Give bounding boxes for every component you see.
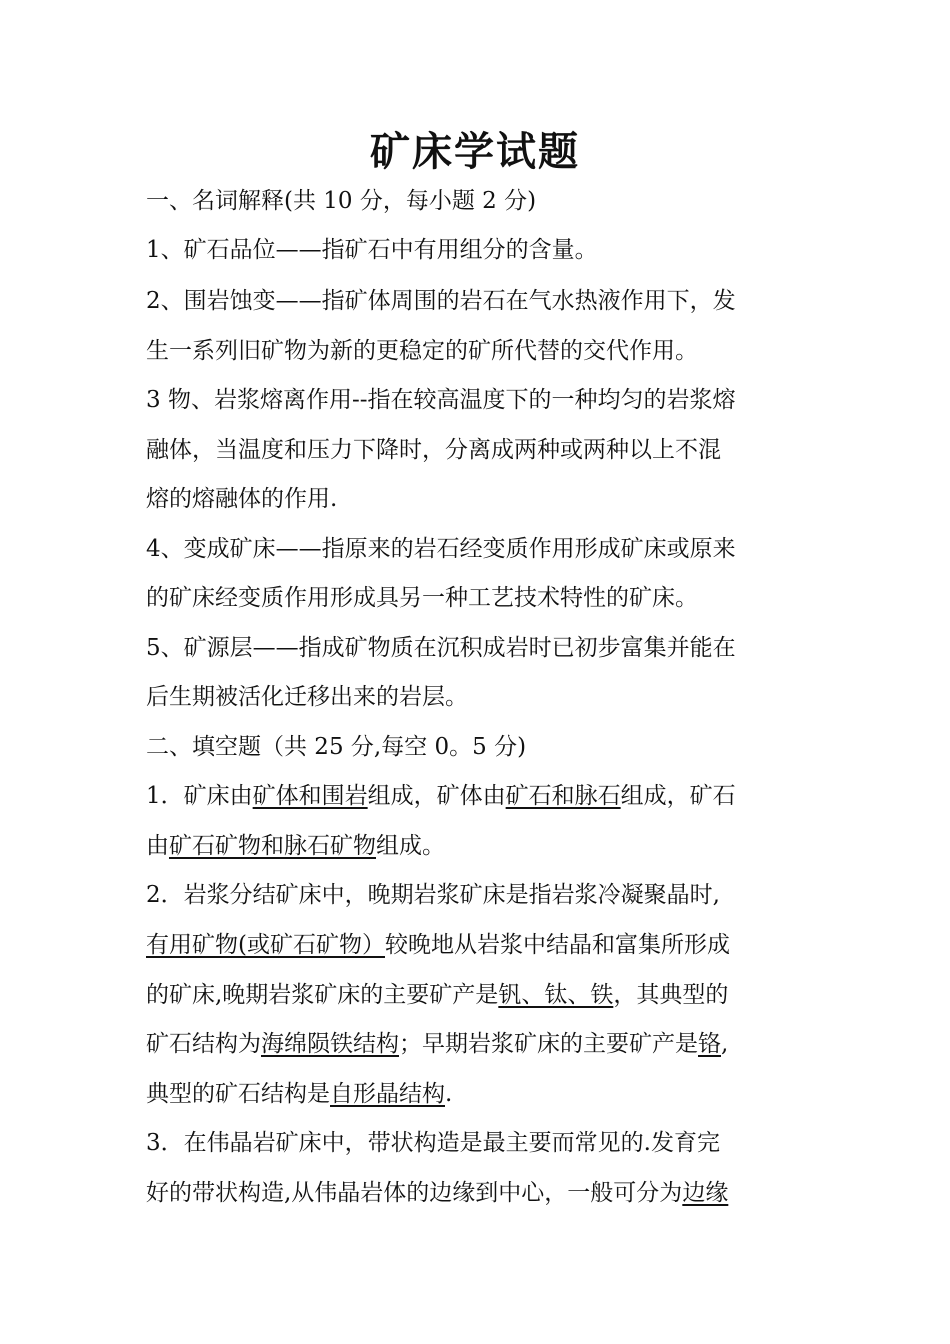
item5-line1: 5、矿源层——指成矿物质在沉积成岩时已初步富集并能在 bbox=[146, 635, 736, 661]
item2-line1: 2、围岩蚀变——指矿体周围的岩石在气水热液作用下，发 bbox=[146, 288, 736, 314]
q1-answer-1: 矿体和围岩 bbox=[252, 783, 368, 809]
q1-line1 bbox=[146, 778, 816, 814]
q2-line3 bbox=[146, 977, 816, 1013]
q1-text-c: 组成，矿石 bbox=[620, 783, 736, 809]
q2-text-e: ；早期岩浆矿床的主要矿产是 bbox=[399, 1031, 698, 1057]
q2-text-b: 的矿床,晚期岩浆矿床的主要矿产是 bbox=[146, 982, 499, 1008]
q1-text-e: 组成。 bbox=[376, 833, 445, 859]
item5-line2: 后生期被活化迁移出来的岩层。 bbox=[146, 684, 468, 710]
section2-heading: 二、填空题（共 25 分,每空 0。5 分) bbox=[146, 734, 527, 760]
q1-line2 bbox=[146, 828, 816, 864]
item3-line2: 融体，当温度和压力下降时，分离成两种或两种以上不混 bbox=[146, 437, 721, 463]
item4-line1: 4、变成矿床——指原来的岩石经变质作用形成矿床或原来 bbox=[146, 536, 736, 562]
q3-answer-1: 边缘 bbox=[682, 1180, 729, 1206]
item4-line2: 的矿床经变质作用形成具另一种工艺技术特性的矿床。 bbox=[146, 585, 698, 611]
q1-answer-2: 矿石和脉石 bbox=[505, 783, 621, 809]
q2-answer-1: 有用矿物(或矿石矿物） bbox=[146, 932, 385, 958]
page-title: 矿床学试题 bbox=[370, 128, 580, 175]
q2-text-c: ，其典型的 bbox=[613, 982, 729, 1008]
q3-line1: 3．在伟晶岩矿床中，带状构造是最主要而常见的.发育完 bbox=[146, 1130, 720, 1156]
q2-line4 bbox=[146, 1026, 816, 1062]
item3-line3: 熔的熔融体的作用. bbox=[146, 486, 338, 512]
q2-text-d: 矿石结构为 bbox=[146, 1031, 261, 1057]
q2-text-h: . bbox=[445, 1081, 453, 1107]
q1-text-b: 组成，矿体由 bbox=[367, 783, 506, 809]
q2-answer-3: 海绵陨铁结构 bbox=[261, 1031, 399, 1057]
q2-line1: 2．岩浆分结矿床中，晚期岩浆矿床是指岩浆冷凝聚晶时, bbox=[146, 882, 720, 908]
q1-text-a: 1．矿床由 bbox=[146, 783, 253, 809]
q2-text-f: , bbox=[721, 1031, 729, 1057]
q2-text-g: 典型的矿石结构是 bbox=[146, 1081, 330, 1107]
q1-text-d: 由 bbox=[146, 833, 169, 859]
q2-line5 bbox=[146, 1076, 816, 1112]
q3-text-a: 好的带状构造,从伟晶岩体的边缘到中心，一般可分为 bbox=[146, 1180, 683, 1206]
q2-answer-2: 钒、钛、铁 bbox=[498, 982, 614, 1008]
q2-answer-4: 铬 bbox=[698, 1031, 721, 1057]
item1-line1: 1、矿石品位——指矿石中有用组分的含量。 bbox=[146, 237, 598, 263]
q1-answer-3: 矿石矿物和脉石矿物 bbox=[169, 833, 376, 859]
q3-line2 bbox=[146, 1175, 816, 1211]
section1-heading: 一、名词解释(共 10 分，每小题 2 分) bbox=[146, 188, 537, 214]
q2-text-a: 较晚地从岩浆中结晶和富集所形成 bbox=[384, 932, 730, 958]
item3-line1: 3 物、岩浆熔离作用--指在较高温度下的一种均匀的岩浆熔 bbox=[146, 387, 736, 413]
q2-answer-5: 自形晶结构 bbox=[330, 1081, 445, 1107]
q2-line2 bbox=[146, 927, 816, 963]
item2-line2: 生一系列旧矿物为新的更稳定的矿所代替的交代作用。 bbox=[146, 338, 698, 364]
